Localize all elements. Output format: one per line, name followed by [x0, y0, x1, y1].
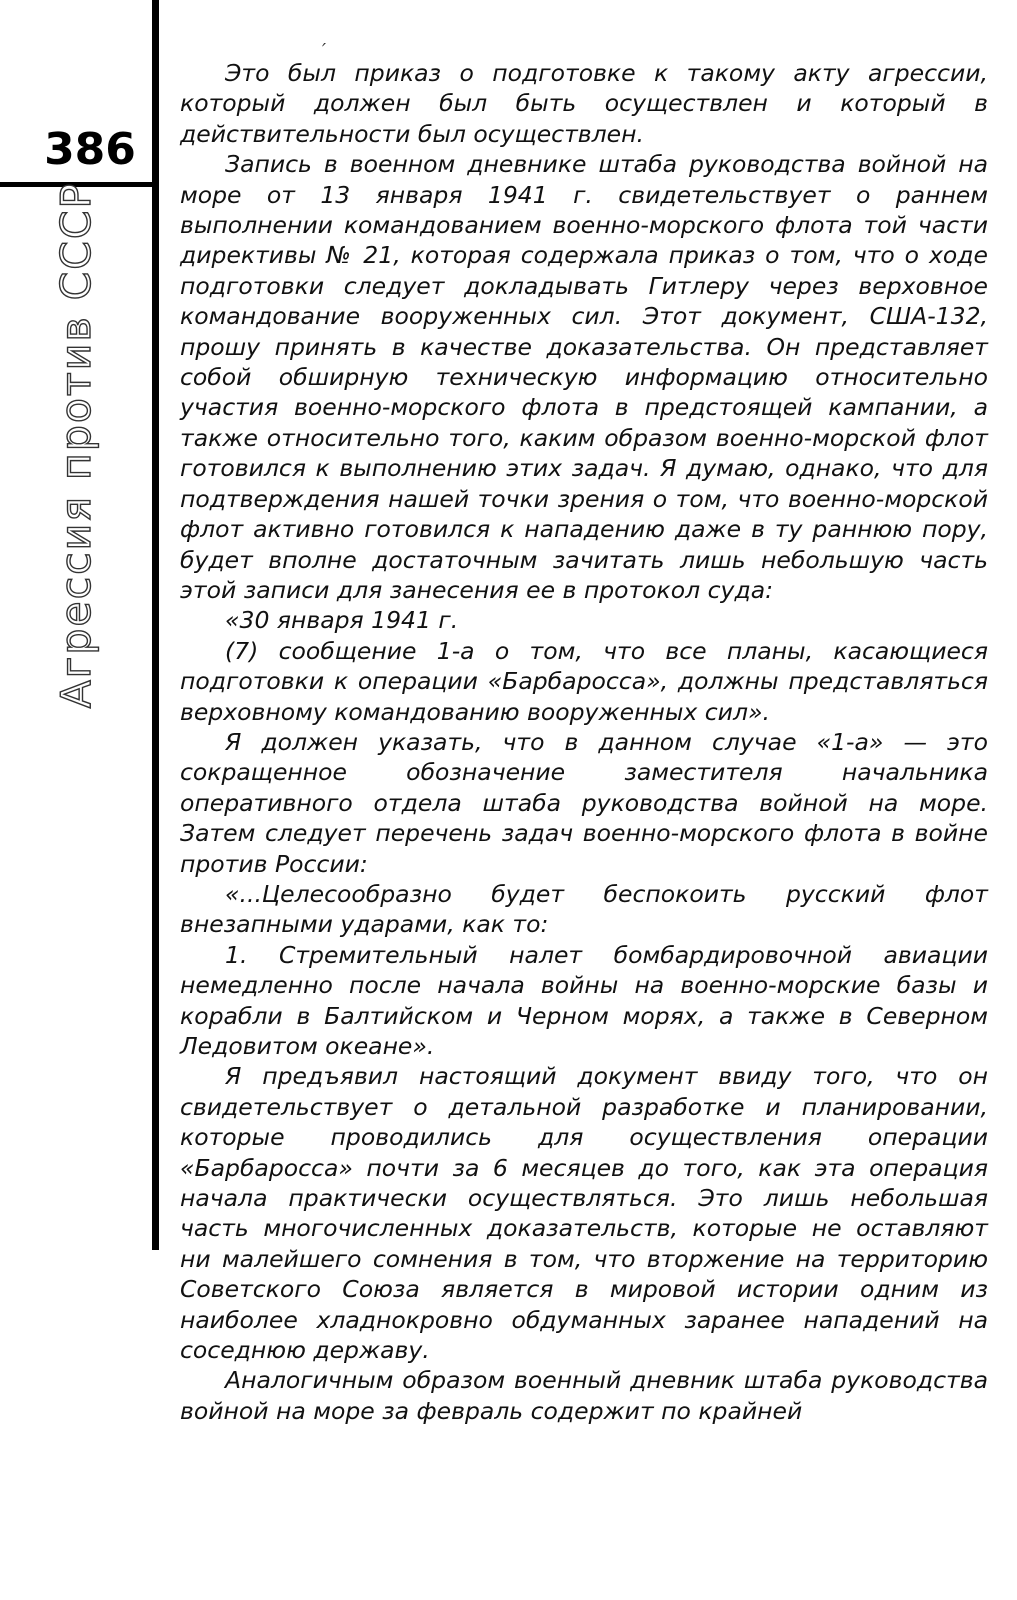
running-head: Агрессия против СССР	[52, 181, 100, 709]
margin-vertical-rule	[152, 0, 159, 1250]
paragraph: Запись в военном дневнике штаба руководства войной на море от 13 января 1941 г. свидетельствует о раннем выполнении командованием военно-морского флота той части директивы № 21, которая содержала приказ о том, что о ходе подготовки следует докладывать Гитлеру через верховное командование вооруженных сил. Этот документ, США-132, прошу принять в качестве доказательства. Он представляет собой обширную техническую информацию относительно участия военно-морского флота в предстоящей кампании, а также относительно того, каким образом военно-морской флот готовился к выполнению этих задач. Я думаю, однако, что для подтверждения нашей точки зрения о том, что военно-морской флот активно готовился к нападению даже в ту раннюю пору, будет вполне достаточным зачитать лишь небольшую часть этой записи для занесения ее в протокол суда:	[180, 150, 988, 604]
paragraph: Аналогичным образом военный дневник штаба руководства войной на море за февраль содержит по крайней	[180, 1366, 988, 1425]
paragraph: «...Целесообразно будет беспокоить русский флот внезапными ударами, как то:	[180, 879, 988, 939]
page-number: 386	[44, 124, 136, 175]
stray-mark: ′	[322, 40, 327, 61]
paragraph: Я предъявил настоящий документ ввиду того, что он свидетельствует о детальной разработке и планировании, которые проводились для осуществления операции «Барбаросса» почти за 6 месяцев до того, как эта операция начала практически осуществляться. Это лишь небольшая часть многочисленных доказательств, которые не оставляют ни малейшего сомнения в том, что вторжение на территорию Советского Союза является в мировой истории одним из наиболее хладнокровно обдуманных заранее нападений на соседнюю державу.	[180, 1062, 988, 1365]
body-text	[180, 58, 988, 1426]
paragraph: 1. Стремительный налет бомбардировочной авиации немедленно после начала войны на военно-морские базы и корабли в Балтийском и Черном морях, а также в Северном Ледовитом океане».	[180, 940, 988, 1060]
paragraph: (7) сообщение 1-а о том, что все планы, касающиеся подготовки к операции «Барбаросса», должны представляться верховному командованию вооруженных сил».	[180, 636, 988, 726]
paragraph: Я должен указать, что в данном случае «1-а» — это сокращенное обозначение заместителя начальника оперативного отдела штаба руководства войной на море. Затем следует перечень задач военно-морского флота в войне против России:	[180, 727, 988, 878]
paragraph: «30 января 1941 г.	[225, 606, 459, 635]
paragraph: Это был приказ о подготовке к такому акту агрессии, который должен был быть осуществлен и который в действительности был осуществлен.	[180, 59, 988, 148]
